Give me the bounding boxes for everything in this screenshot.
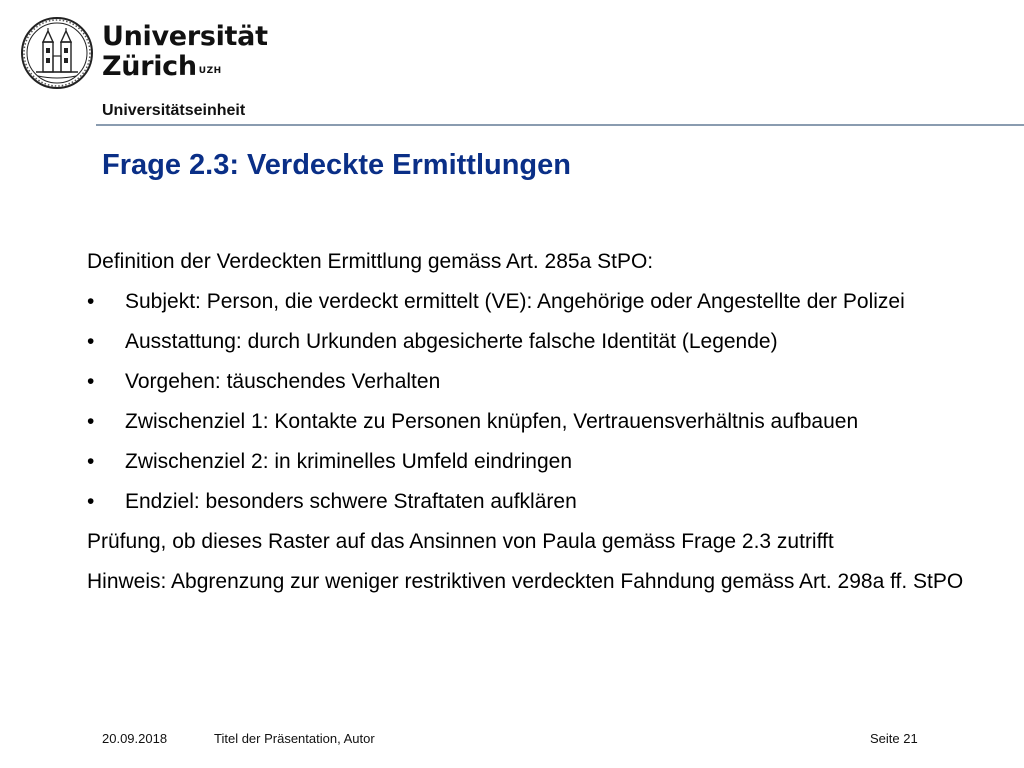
bullet-marker: • xyxy=(87,290,95,313)
bullet-text: Ausstattung: durch Urkunden abgesicherte falsche Identität (Legende) xyxy=(125,330,778,353)
bullet-marker: • xyxy=(87,490,95,513)
slide-title: Frage 2.3: Verdeckte Ermittlungen xyxy=(102,149,571,181)
bullet-marker: • xyxy=(87,330,95,353)
check-text: Prüfung, ob dieses Raster auf das Ansinnen von Paula gemäss Frage 2.3 zutrifft xyxy=(87,530,834,553)
university-city: Zürich xyxy=(102,51,197,82)
note-text: Hinweis: Abgrenzung zur weniger restriktiven verdeckten Fahndung gemäss Art. 298a ff. StPO xyxy=(87,570,964,593)
bullet-text: Vorgehen: täuschendes Verhalten xyxy=(125,370,441,393)
header-divider xyxy=(96,124,1024,126)
unit-label: Universitätseinheit xyxy=(102,102,246,119)
bullet-text: Zwischenziel 1: Kontakte zu Personen knüpfen, Vertrauensverhältnis aufbauen xyxy=(125,410,859,433)
bullet-text: Subjekt: Person, die verdeckt ermittelt (VE): Angehörige oder Angestellte der Polizei xyxy=(125,290,905,313)
uzh-seal-icon xyxy=(20,16,94,90)
university-name-line1: Universität xyxy=(102,21,268,52)
intro-text: Definition der Verdeckten Ermittlung gemäss Art. 285a StPO: xyxy=(87,250,654,273)
bullet-marker: • xyxy=(87,370,95,393)
bullet-marker: • xyxy=(87,450,95,473)
bullet-item xyxy=(87,368,987,395)
bullet-marker: • xyxy=(87,410,95,433)
footer-page-number: Seite 21 xyxy=(870,731,918,746)
slide-body xyxy=(87,248,987,608)
bullet-item xyxy=(87,488,987,515)
university-abbrev: UZH xyxy=(198,66,222,76)
bullet-text: Zwischenziel 2: in kriminelles Umfeld eindringen xyxy=(125,450,573,473)
bullet-text: Endziel: besonders schwere Straftaten aufklären xyxy=(125,490,577,513)
bullet-item xyxy=(87,288,987,315)
bullet-item xyxy=(87,408,987,435)
bullet-item xyxy=(87,448,987,475)
university-name-line2 xyxy=(102,52,268,82)
bullet-item xyxy=(87,328,987,355)
university-wordmark xyxy=(102,22,268,82)
footer-presentation-title: Titel der Präsentation, Autor xyxy=(214,731,375,746)
footer-date: 20.09.2018 xyxy=(102,731,168,746)
